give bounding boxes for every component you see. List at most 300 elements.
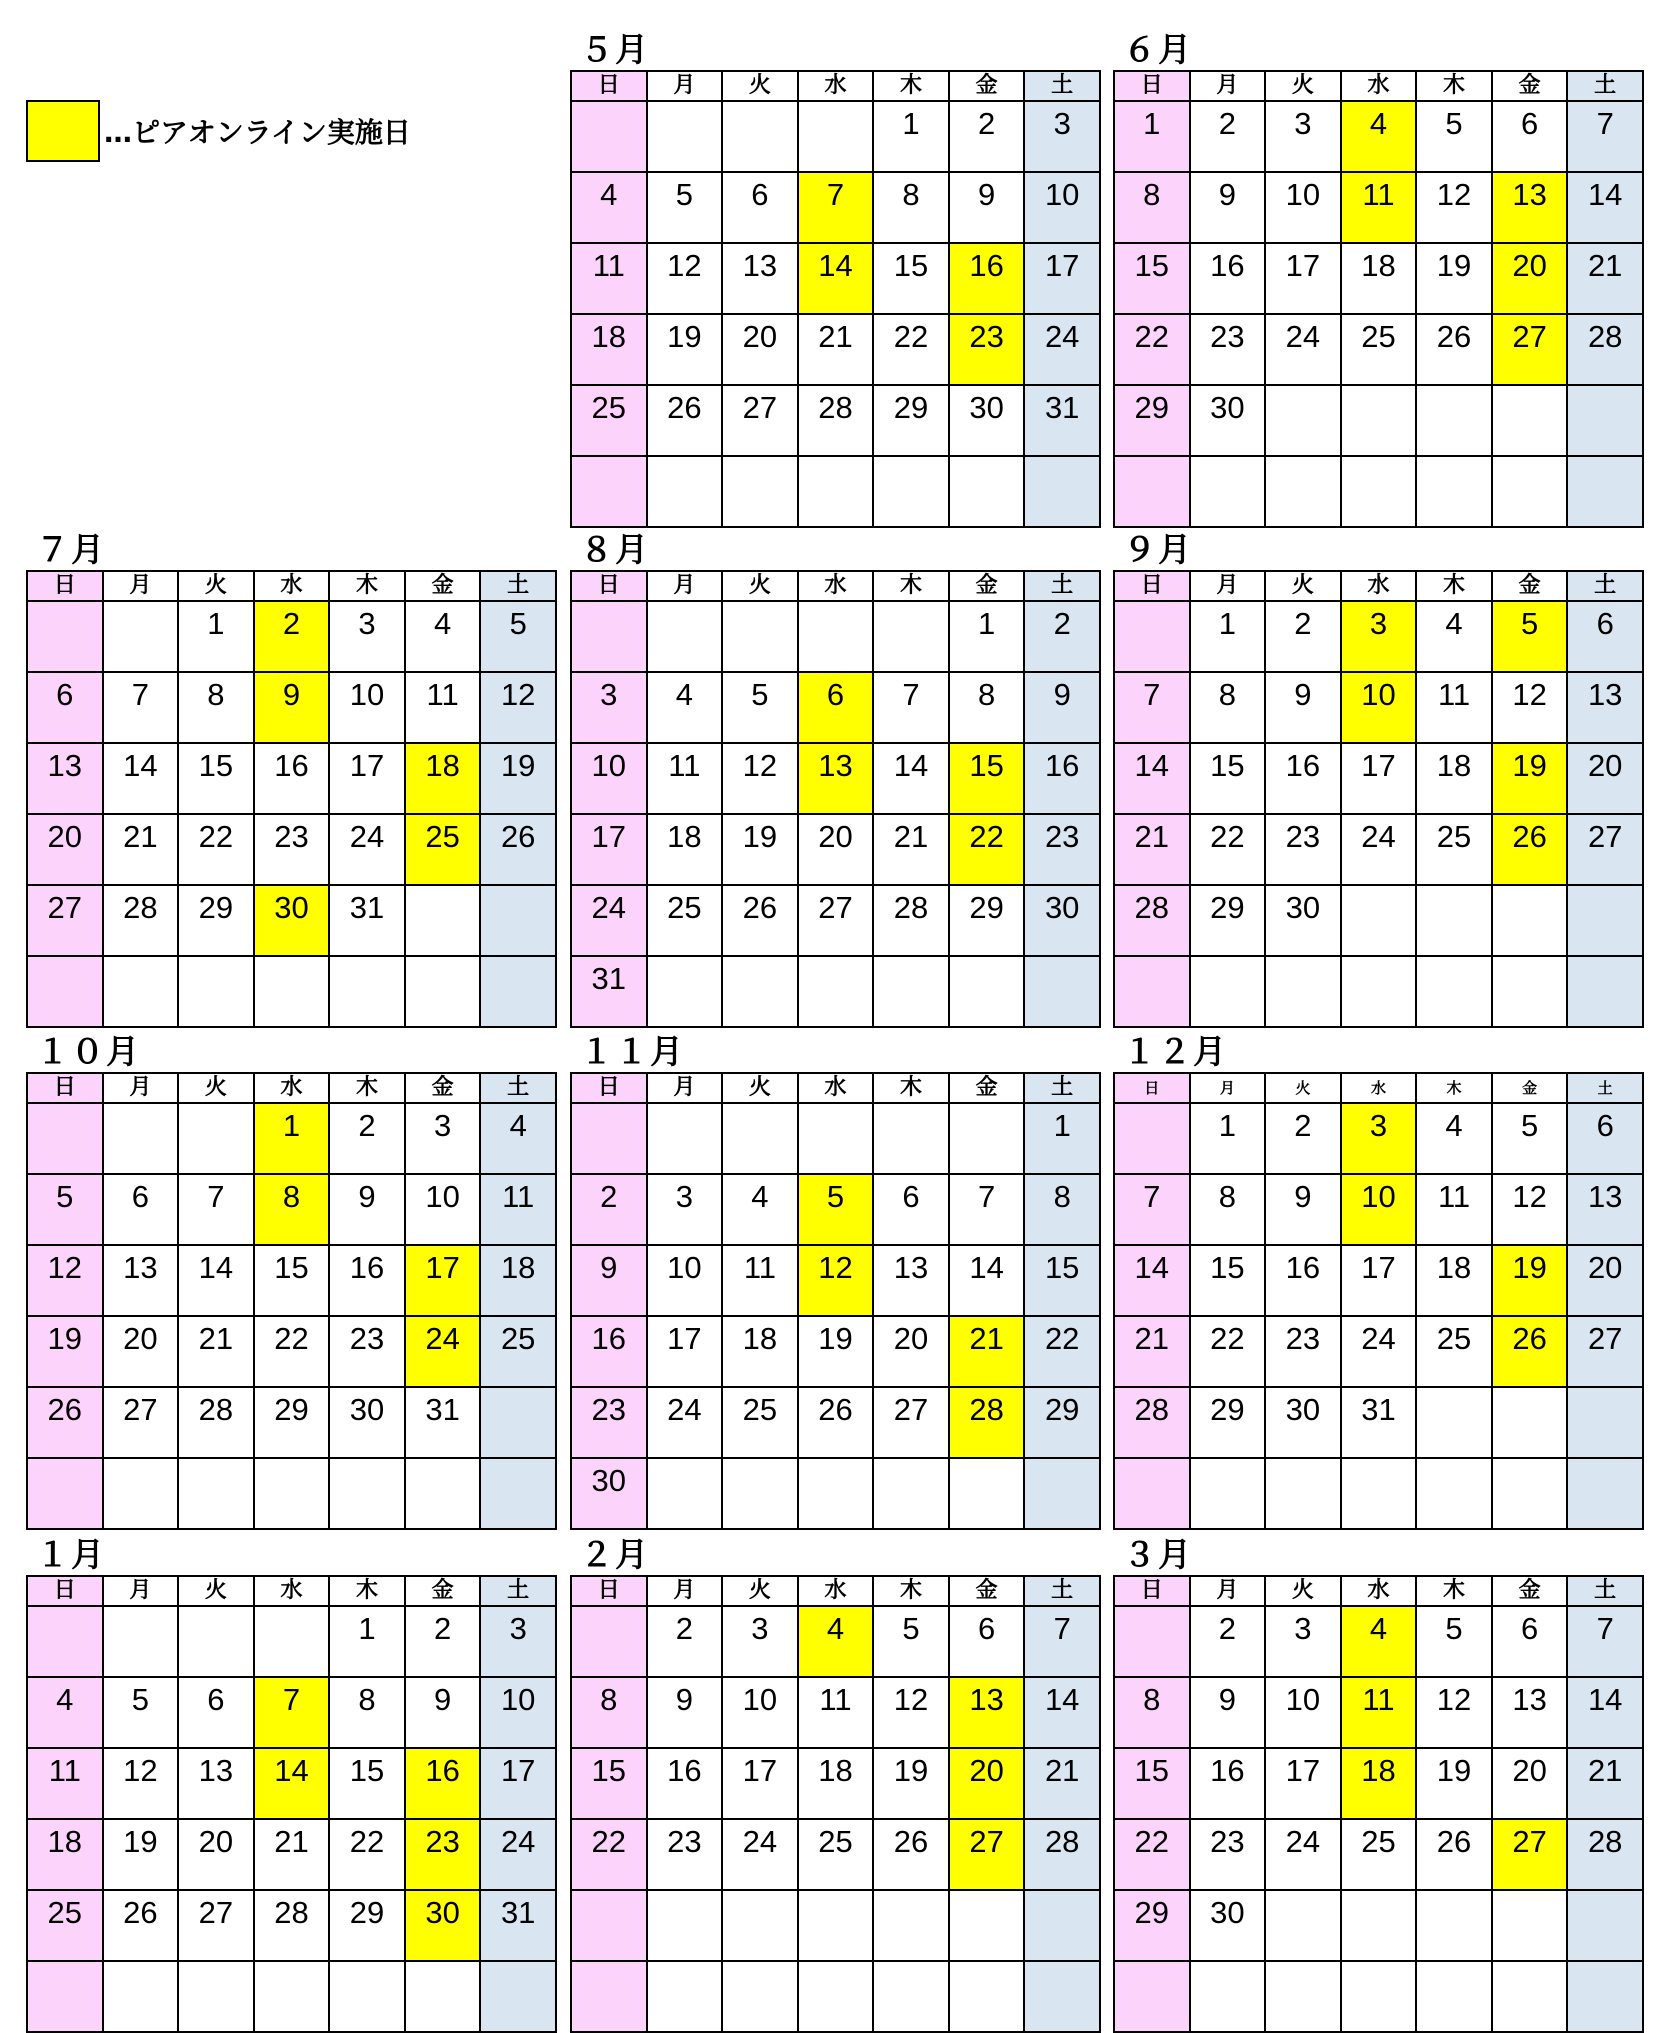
day-cell: 7 <box>1567 101 1643 172</box>
weekday-header: 日 <box>571 1073 647 1103</box>
day-cell <box>1114 456 1190 527</box>
day-cell <box>254 1606 330 1677</box>
day-cell <box>1341 1961 1417 2032</box>
day-cell: 2 <box>329 1103 405 1174</box>
day-cell: 22 <box>1114 314 1190 385</box>
day-cell <box>1341 1458 1417 1529</box>
day-cell <box>103 1103 179 1174</box>
day-cell <box>178 1606 254 1677</box>
day-cell: 10 <box>722 1677 798 1748</box>
day-cell: 19 <box>1416 1748 1492 1819</box>
day-cell: 29 <box>949 885 1025 956</box>
day-cell: 9 <box>647 1677 723 1748</box>
day-cell: 5 <box>1416 1606 1492 1677</box>
week-row <box>1114 1890 1643 1961</box>
day-cell: 17 <box>722 1748 798 1819</box>
day-cell-highlighted: 9 <box>254 672 330 743</box>
week-row <box>571 743 1100 814</box>
day-cell: 14 <box>1114 1245 1190 1316</box>
day-cell: 7 <box>1114 672 1190 743</box>
day-cell: 20 <box>103 1316 179 1387</box>
day-cell-highlighted: 26 <box>1492 814 1568 885</box>
day-cell: 9 <box>1265 1174 1341 1245</box>
week-row <box>571 601 1100 672</box>
day-cell: 11 <box>1416 672 1492 743</box>
day-cell: 25 <box>1341 1819 1417 1890</box>
day-cell: 27 <box>1567 1316 1643 1387</box>
weekday-header: 木 <box>1416 1576 1492 1606</box>
weekday-header-row <box>571 71 1100 101</box>
day-cell <box>647 601 723 672</box>
weekday-header: 土 <box>1024 571 1100 601</box>
month-calendar <box>26 1032 557 1530</box>
day-cell: 19 <box>873 1748 949 1819</box>
weekday-header: 木 <box>873 71 949 101</box>
day-cell: 25 <box>571 385 647 456</box>
weekday-header: 水 <box>254 571 330 601</box>
weekday-header: 水 <box>254 1576 330 1606</box>
day-cell: 22 <box>873 314 949 385</box>
day-cell: 1 <box>873 101 949 172</box>
month-title: ８月 <box>580 530 650 569</box>
day-cell <box>1416 1961 1492 2032</box>
weekday-header-row <box>1114 1576 1643 1606</box>
day-cell: 19 <box>647 314 723 385</box>
weekday-header: 土 <box>1567 1576 1643 1606</box>
day-cell: 21 <box>1024 1748 1100 1819</box>
weekday-header: 火 <box>722 1073 798 1103</box>
week-row <box>571 1748 1100 1819</box>
day-cell-highlighted: 16 <box>405 1748 481 1819</box>
day-cell <box>949 1458 1025 1529</box>
day-cell: 8 <box>1114 172 1190 243</box>
week-row <box>1114 956 1643 1027</box>
day-cell: 29 <box>1024 1387 1100 1458</box>
day-cell-highlighted: 4 <box>1341 101 1417 172</box>
day-cell: 7 <box>178 1174 254 1245</box>
day-cell-highlighted: 27 <box>949 1819 1025 1890</box>
day-cell: 26 <box>480 814 556 885</box>
month-title: ２月 <box>580 1535 650 1574</box>
day-cell: 15 <box>1190 1245 1266 1316</box>
day-cell-highlighted: 11 <box>1341 172 1417 243</box>
weekday-header: 金 <box>405 1073 481 1103</box>
weekday-header: 水 <box>1341 1073 1417 1103</box>
day-cell: 26 <box>873 1819 949 1890</box>
day-cell: 16 <box>329 1245 405 1316</box>
day-cell <box>647 101 723 172</box>
weekday-header: 土 <box>1024 1073 1100 1103</box>
week-row <box>1114 814 1643 885</box>
day-cell: 31 <box>1341 1387 1417 1458</box>
day-cell <box>1265 1890 1341 1961</box>
day-cell: 12 <box>647 243 723 314</box>
day-cell: 4 <box>1416 1103 1492 1174</box>
day-cell <box>798 456 874 527</box>
day-cell: 9 <box>949 172 1025 243</box>
day-cell: 23 <box>571 1387 647 1458</box>
day-cell: 14 <box>949 1245 1025 1316</box>
day-cell <box>647 1961 723 2032</box>
day-cell <box>647 1890 723 1961</box>
month-table <box>1113 70 1644 528</box>
day-cell-highlighted: 12 <box>798 1245 874 1316</box>
week-row <box>571 1677 1100 1748</box>
day-cell-highlighted: 2 <box>254 601 330 672</box>
day-cell: 21 <box>873 814 949 885</box>
day-cell <box>27 1606 103 1677</box>
week-row <box>27 1387 556 1458</box>
day-cell: 17 <box>329 743 405 814</box>
day-cell <box>1114 1103 1190 1174</box>
day-cell <box>1265 1961 1341 2032</box>
weekday-header: 月 <box>1190 1576 1266 1606</box>
day-cell-highlighted: 18 <box>1341 1748 1417 1819</box>
legend <box>26 100 411 162</box>
week-row <box>27 885 556 956</box>
legend-label: …ピアオンライン実施日 <box>104 116 411 149</box>
month-table <box>26 1575 557 2033</box>
week-row <box>571 1174 1100 1245</box>
day-cell: 29 <box>873 385 949 456</box>
day-cell: 2 <box>949 101 1025 172</box>
weekday-header: 木 <box>1416 571 1492 601</box>
day-cell: 6 <box>949 1606 1025 1677</box>
day-cell <box>1190 456 1266 527</box>
month-table <box>570 1072 1101 1530</box>
day-cell: 29 <box>254 1387 330 1458</box>
day-cell: 18 <box>647 814 723 885</box>
day-cell: 22 <box>254 1316 330 1387</box>
week-row <box>1114 743 1643 814</box>
weekday-header: 水 <box>798 1073 874 1103</box>
day-cell: 17 <box>1341 743 1417 814</box>
month-table <box>570 570 1101 1028</box>
day-cell: 11 <box>405 672 481 743</box>
month-title: １１月 <box>580 1032 685 1071</box>
weekday-header: 日 <box>27 571 103 601</box>
month-calendar <box>1113 1032 1644 1530</box>
day-cell: 20 <box>1492 1748 1568 1819</box>
day-cell: 14 <box>1024 1677 1100 1748</box>
weekday-header-row <box>27 1576 556 1606</box>
weekday-header: 月 <box>1190 71 1266 101</box>
weekday-header: 日 <box>27 1576 103 1606</box>
weekday-header: 水 <box>1341 571 1417 601</box>
day-cell: 11 <box>798 1677 874 1748</box>
day-cell <box>480 885 556 956</box>
day-cell: 9 <box>571 1245 647 1316</box>
legend-swatch <box>26 100 100 162</box>
day-cell: 29 <box>1114 385 1190 456</box>
day-cell: 12 <box>1416 1677 1492 1748</box>
day-cell: 1 <box>1114 101 1190 172</box>
day-cell-highlighted: 18 <box>405 743 481 814</box>
day-cell: 26 <box>798 1387 874 1458</box>
day-cell: 15 <box>1114 1748 1190 1819</box>
week-row <box>1114 1387 1643 1458</box>
day-cell: 2 <box>571 1174 647 1245</box>
day-cell: 4 <box>722 1174 798 1245</box>
weekday-header: 水 <box>254 1073 330 1103</box>
day-cell: 30 <box>571 1458 647 1529</box>
week-row <box>571 385 1100 456</box>
day-cell <box>1492 1458 1568 1529</box>
day-cell: 8 <box>949 672 1025 743</box>
day-cell: 13 <box>1567 1174 1643 1245</box>
day-cell <box>1265 1458 1341 1529</box>
month-title: １月 <box>36 1535 106 1574</box>
week-row <box>27 1458 556 1529</box>
day-cell: 28 <box>1567 314 1643 385</box>
weekday-header: 日 <box>1114 1576 1190 1606</box>
day-cell: 12 <box>1416 172 1492 243</box>
week-row <box>571 1961 1100 2032</box>
day-cell: 24 <box>1265 314 1341 385</box>
day-cell <box>178 1961 254 2032</box>
day-cell: 21 <box>1567 243 1643 314</box>
day-cell: 17 <box>1341 1245 1417 1316</box>
week-row <box>1114 885 1643 956</box>
day-cell <box>571 1606 647 1677</box>
day-cell <box>722 1103 798 1174</box>
day-cell: 15 <box>178 743 254 814</box>
day-cell: 28 <box>254 1890 330 1961</box>
month-table <box>570 70 1101 528</box>
day-cell: 5 <box>480 601 556 672</box>
day-cell: 9 <box>329 1174 405 1245</box>
day-cell <box>571 601 647 672</box>
day-cell <box>1567 956 1643 1027</box>
day-cell: 12 <box>722 743 798 814</box>
weekday-header: 土 <box>1024 1576 1100 1606</box>
day-cell <box>722 1961 798 2032</box>
week-row <box>1114 1316 1643 1387</box>
day-cell <box>798 1458 874 1529</box>
week-row <box>1114 456 1643 527</box>
weekday-header: 土 <box>480 1073 556 1103</box>
day-cell: 4 <box>571 172 647 243</box>
weekday-header: 土 <box>1567 571 1643 601</box>
weekday-header: 土 <box>480 571 556 601</box>
day-cell: 28 <box>1114 1387 1190 1458</box>
day-cell: 21 <box>798 314 874 385</box>
weekday-header-row <box>571 571 1100 601</box>
weekday-header-row <box>1114 71 1643 101</box>
day-cell <box>1114 956 1190 1027</box>
weekday-header: 日 <box>571 571 647 601</box>
day-cell: 7 <box>1024 1606 1100 1677</box>
day-cell-highlighted: 3 <box>1341 601 1417 672</box>
day-cell: 3 <box>1024 101 1100 172</box>
weekday-header: 火 <box>722 1576 798 1606</box>
weekday-header: 金 <box>949 1073 1025 1103</box>
day-cell <box>722 601 798 672</box>
day-cell <box>480 956 556 1027</box>
day-cell <box>1024 1458 1100 1529</box>
day-cell: 28 <box>798 385 874 456</box>
day-cell <box>798 956 874 1027</box>
day-cell: 29 <box>1114 1890 1190 1961</box>
month-table <box>26 1072 557 1530</box>
day-cell: 5 <box>873 1606 949 1677</box>
day-cell-highlighted: 19 <box>1492 1245 1568 1316</box>
day-cell: 18 <box>480 1245 556 1316</box>
week-row <box>1114 172 1643 243</box>
weekday-header: 金 <box>405 571 481 601</box>
day-cell: 13 <box>722 243 798 314</box>
day-cell: 16 <box>1265 743 1341 814</box>
weekday-header: 木 <box>873 571 949 601</box>
day-cell <box>571 1103 647 1174</box>
day-cell <box>873 1103 949 1174</box>
week-row <box>571 1890 1100 1961</box>
day-cell: 13 <box>873 1245 949 1316</box>
day-cell <box>1341 385 1417 456</box>
weekday-header: 火 <box>1265 1576 1341 1606</box>
day-cell: 27 <box>103 1387 179 1458</box>
day-cell <box>722 101 798 172</box>
day-cell: 12 <box>873 1677 949 1748</box>
day-cell: 12 <box>27 1245 103 1316</box>
day-cell: 23 <box>647 1819 723 1890</box>
day-cell <box>1567 1890 1643 1961</box>
day-cell <box>103 601 179 672</box>
week-row <box>27 1961 556 2032</box>
day-cell <box>949 1890 1025 1961</box>
day-cell-highlighted: 20 <box>1492 243 1568 314</box>
day-cell: 20 <box>178 1819 254 1890</box>
weekday-header: 金 <box>1492 1073 1568 1103</box>
day-cell: 17 <box>571 814 647 885</box>
weekday-header: 火 <box>1265 71 1341 101</box>
day-cell <box>1567 885 1643 956</box>
weekday-header: 月 <box>647 1073 723 1103</box>
day-cell <box>798 601 874 672</box>
day-cell: 28 <box>873 885 949 956</box>
week-row <box>1114 101 1643 172</box>
day-cell: 30 <box>1265 885 1341 956</box>
month-calendar <box>1113 1535 1644 2033</box>
day-cell: 13 <box>1492 1677 1568 1748</box>
day-cell: 29 <box>329 1890 405 1961</box>
day-cell: 1 <box>178 601 254 672</box>
day-cell: 15 <box>571 1748 647 1819</box>
week-row <box>571 1819 1100 1890</box>
day-cell: 30 <box>949 385 1025 456</box>
day-cell: 8 <box>873 172 949 243</box>
day-cell: 14 <box>1114 743 1190 814</box>
month-table <box>1113 1072 1644 1530</box>
day-cell: 25 <box>722 1387 798 1458</box>
weekday-header: 水 <box>1341 71 1417 101</box>
day-cell: 16 <box>1190 243 1266 314</box>
day-cell-highlighted: 27 <box>1492 1819 1568 1890</box>
day-cell <box>798 101 874 172</box>
weekday-header: 月 <box>103 1576 179 1606</box>
day-cell-highlighted: 19 <box>1492 743 1568 814</box>
week-row <box>27 956 556 1027</box>
weekday-header: 木 <box>329 1073 405 1103</box>
week-row <box>571 1458 1100 1529</box>
day-cell: 16 <box>1024 743 1100 814</box>
day-cell: 27 <box>1567 814 1643 885</box>
day-cell <box>405 1961 481 2032</box>
day-cell: 14 <box>1567 172 1643 243</box>
weekday-header: 金 <box>949 571 1025 601</box>
day-cell: 5 <box>647 172 723 243</box>
day-cell <box>1567 456 1643 527</box>
day-cell: 22 <box>178 814 254 885</box>
day-cell-highlighted: 30 <box>254 885 330 956</box>
day-cell: 27 <box>178 1890 254 1961</box>
day-cell: 24 <box>722 1819 798 1890</box>
week-row <box>27 1245 556 1316</box>
day-cell: 8 <box>571 1677 647 1748</box>
day-cell: 20 <box>1567 743 1643 814</box>
day-cell: 21 <box>178 1316 254 1387</box>
weekday-header: 水 <box>798 71 874 101</box>
day-cell <box>27 1458 103 1529</box>
day-cell: 8 <box>1190 1174 1266 1245</box>
weekday-header: 木 <box>1416 71 1492 101</box>
day-cell: 18 <box>1416 1245 1492 1316</box>
weekday-header: 土 <box>480 1576 556 1606</box>
day-cell: 7 <box>1114 1174 1190 1245</box>
day-cell: 8 <box>178 672 254 743</box>
month-title: １２月 <box>1123 1032 1228 1071</box>
day-cell: 26 <box>647 385 723 456</box>
day-cell: 13 <box>178 1748 254 1819</box>
day-cell: 15 <box>1190 743 1266 814</box>
day-cell: 1 <box>329 1606 405 1677</box>
week-row <box>571 314 1100 385</box>
day-cell: 10 <box>647 1245 723 1316</box>
day-cell: 20 <box>27 814 103 885</box>
day-cell <box>722 456 798 527</box>
day-cell-highlighted: 5 <box>1492 601 1568 672</box>
month-title: ９月 <box>1123 530 1193 569</box>
day-cell <box>1114 1458 1190 1529</box>
week-row <box>571 885 1100 956</box>
day-cell: 22 <box>1024 1316 1100 1387</box>
day-cell <box>571 456 647 527</box>
day-cell <box>949 456 1025 527</box>
weekday-header: 水 <box>1341 1576 1417 1606</box>
day-cell: 31 <box>1024 385 1100 456</box>
month-title: ３月 <box>1123 1535 1193 1574</box>
day-cell: 6 <box>1492 101 1568 172</box>
day-cell: 17 <box>480 1748 556 1819</box>
day-cell: 6 <box>1567 1103 1643 1174</box>
month-calendar <box>26 530 557 1028</box>
day-cell <box>1190 1961 1266 2032</box>
day-cell <box>1492 1890 1568 1961</box>
week-row <box>571 1387 1100 1458</box>
day-cell: 11 <box>722 1245 798 1316</box>
day-cell: 8 <box>1024 1174 1100 1245</box>
day-cell: 15 <box>873 243 949 314</box>
day-cell: 3 <box>480 1606 556 1677</box>
day-cell <box>254 1458 330 1529</box>
weekday-header-row <box>27 1073 556 1103</box>
day-cell: 5 <box>27 1174 103 1245</box>
week-row <box>571 172 1100 243</box>
day-cell: 9 <box>1190 1677 1266 1748</box>
day-cell <box>1265 385 1341 456</box>
week-row <box>27 1103 556 1174</box>
day-cell: 9 <box>1190 172 1266 243</box>
